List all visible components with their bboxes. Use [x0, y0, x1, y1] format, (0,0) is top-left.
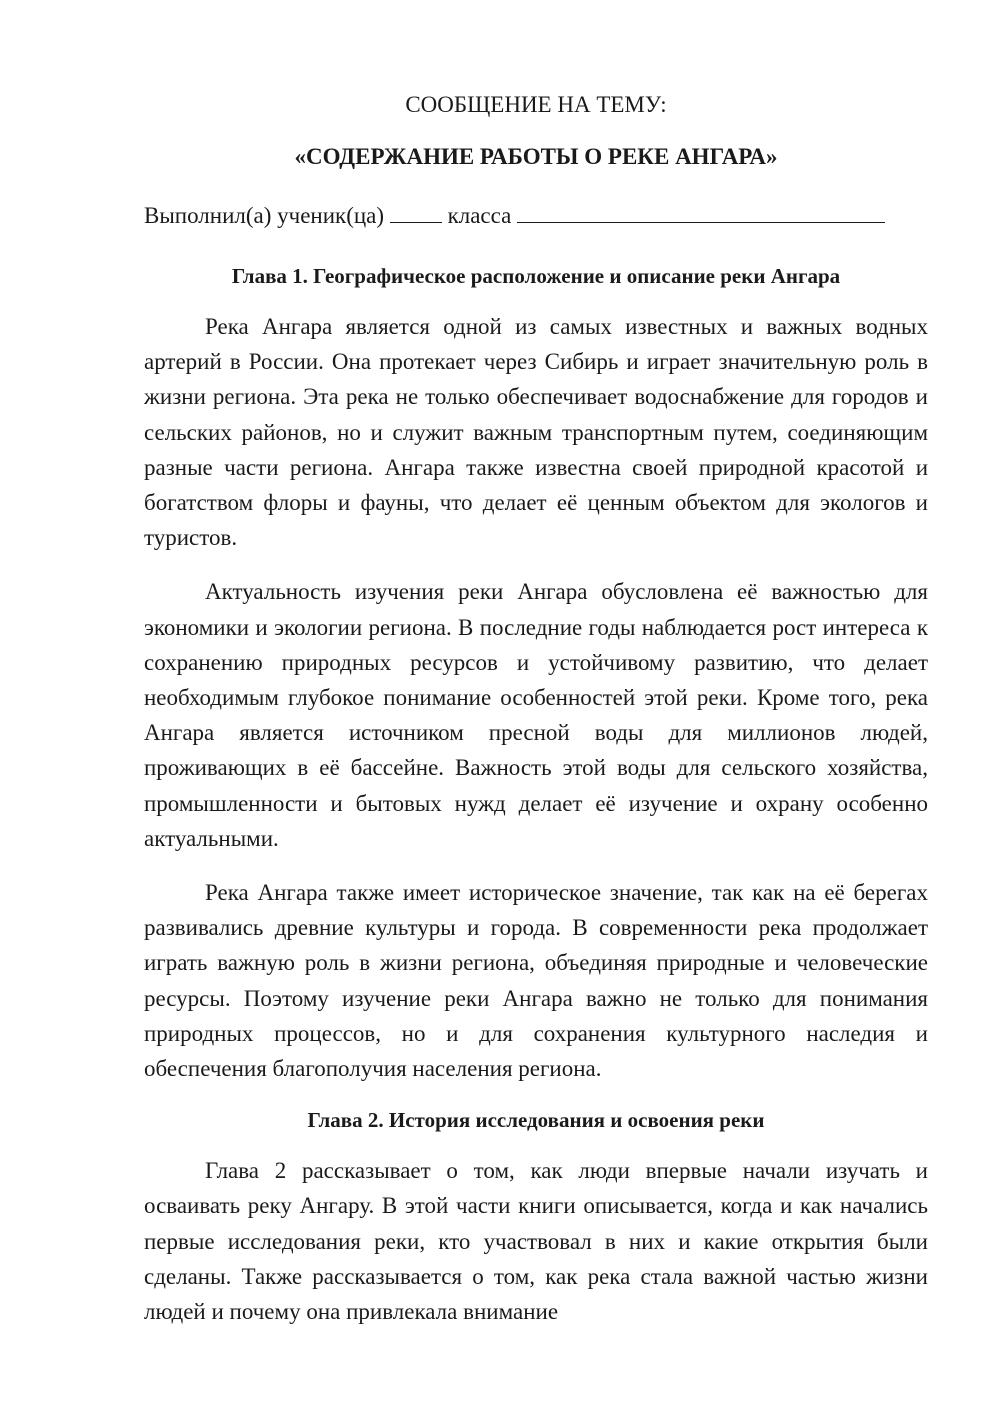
chapter-2-heading: Глава 2. История исследования и освоения реки [307, 1108, 765, 1133]
signature-prefix: Выполнил(а) ученик(ца) [144, 203, 385, 228]
student-name-blank [517, 200, 885, 223]
class-number-blank [390, 200, 442, 223]
report-title-line1: СООБЩЕНИЕ НА ТЕМУ: [405, 92, 667, 117]
document-page [144, 90, 928, 1348]
chapter-2-paragraph-1: Глава 2 рассказывает о том, как люди впервые начали изучать и осваивать реку Ангару. В этой части книги описывается, когда и как начались первые исследования реки, кто участвовал в них и какие открытия были сделаны. Также рассказывается о том, как река стала важной частью жизни людей и почему она привлекала внимание [144, 1158, 928, 1325]
signature-line [144, 200, 928, 231]
signature-middle: класса [447, 203, 512, 228]
chapter-1-paragraph-3: Река Ангара также имеет историческое значение, так как на её берегах развивались древние культуры и города. В современности река продолжает играть важную роль в жизни региона, объединяя природные и человеческие ресурсы. Поэтому изучение реки Ангара важно не только для понимания природных процессов, но и для сохранения культурного наследия и обеспечения благополучия населения региона. [144, 880, 928, 1082]
chapter-1-paragraph-2: Актуальность изучения реки Ангара обусловлена её важностью для экономики и экологии региона. В последние годы наблюдается рост интереса к сохранению природных ресурсов и устойчивому развитию, что делает необходимым глубокое понимание особенностей этой реки. Кроме того, река Ангара является источником пресной воды для миллионов людей, проживающих в её бассейне. Важность этой воды для сельского хозяйства, промышленности и бытовых нужд делает её изучение и охрану особенно актуальными. [144, 579, 928, 851]
chapter-1-heading: Глава 1. Географическое расположение и описание реки Ангара [231, 264, 841, 288]
report-title-line2: «СОДЕРЖАНИЕ РАБОТЫ О РЕКЕ АНГАРА» [294, 144, 778, 169]
chapter-1-paragraph-1: Река Ангара является одной из самых известных и важных водных артерий в России. Она протекает через Сибирь и играет значительную роль в жизни региона. Эта река не только обеспечивает водоснабжение для городов и сельских районов, но и служит важным транспортным путем, соединяющим разные части региона. Ангара также известна своей природной красотой и богатством флоры и фауны, что делает её ценным объектом для экологов и туристов. [144, 314, 928, 551]
